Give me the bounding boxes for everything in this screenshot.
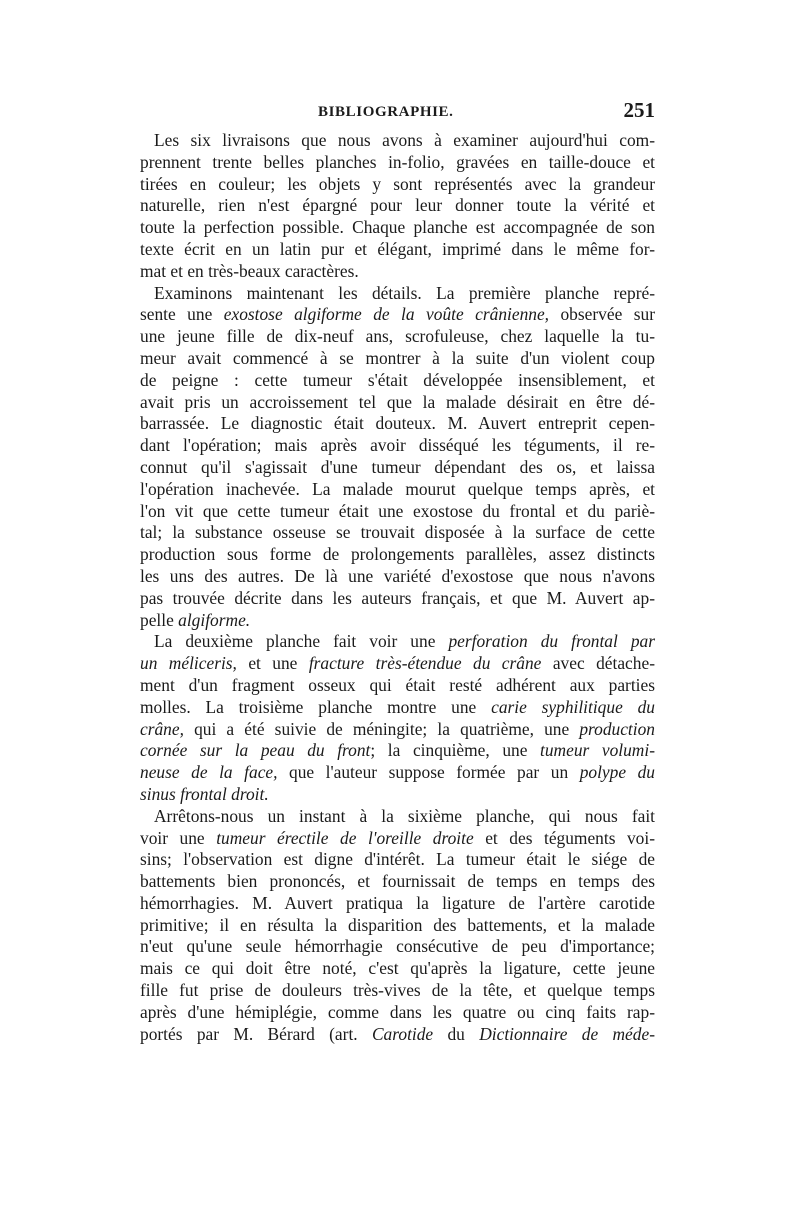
italic-text: polype du	[579, 762, 655, 783]
italic-text: Carotide	[371, 1023, 434, 1044]
text-line	[140, 697, 655, 719]
text-segment: du	[433, 1023, 480, 1044]
text-line	[140, 588, 655, 610]
text-line	[140, 915, 655, 937]
text-line	[140, 1024, 655, 1046]
text-line	[140, 370, 655, 392]
text-segment: Examinons maintenant les détails. La première planche repré-	[154, 282, 655, 303]
text-segment: hémorrhagies. M. Auvert pratiqua la ligature de l'artère carotide	[140, 892, 655, 913]
text-line	[140, 195, 655, 217]
text-segment: pas trouvée décrite dans les auteurs français, et que M. Auvert ap-	[140, 587, 655, 608]
text-segment: avait pris un accroissement tel que la malade désirait en être dé-	[140, 391, 655, 412]
text-line	[140, 740, 655, 762]
text-segment: ; la cinquième, une	[370, 740, 541, 761]
text-segment: texte écrit en un latin pur et élégant, imprimé dans le même for-	[140, 238, 655, 259]
text-segment: l'opération inachevée. La malade mourut quelque temps après, et	[140, 478, 655, 499]
text-line	[140, 501, 655, 523]
italic-text: carie syphilitique du	[491, 696, 655, 717]
text-line	[140, 413, 655, 435]
italic-text: neuse de la face,	[140, 762, 278, 783]
text-segment: La deuxième planche fait voir une	[154, 631, 449, 652]
text-segment: pelle	[140, 609, 179, 630]
italic-text: fracture très-étendue du crâne	[308, 653, 542, 674]
italic-text: algiforme.	[178, 609, 251, 630]
text-segment: molles. La troisième planche montre une	[140, 696, 492, 717]
text-line	[140, 566, 655, 588]
italic-text: perforation du frontal par	[448, 631, 655, 652]
text-line	[140, 544, 655, 566]
text-segment: connut qu'il s'agissait d'une tumeur dépendant des os, et laissa	[140, 456, 655, 477]
text-segment: prennent trente belles planches in-folio, gravées en taille-douce et	[140, 151, 655, 172]
body-text	[140, 130, 655, 1045]
text-segment: fille fut prise de douleurs très-vives de la tête, et quelque temps	[140, 980, 655, 1001]
text-line	[140, 304, 655, 326]
text-line	[140, 631, 655, 653]
text-segment: production sous forme de prolongements parallèles, assez distincts	[140, 544, 655, 565]
text-line	[140, 130, 655, 152]
text-segment: qui a été suivie de méningite; la quatrième, une	[183, 718, 580, 739]
text-segment: tirées en couleur; les objets y sont représentés avec la grandeur	[140, 173, 655, 194]
text-line	[140, 936, 655, 958]
text-line	[140, 806, 655, 828]
text-segment: et une	[236, 653, 309, 674]
text-line	[140, 784, 655, 806]
page-number: 251	[623, 98, 655, 122]
text-line	[140, 871, 655, 893]
text-line	[140, 283, 655, 305]
text-line	[140, 980, 655, 1002]
text-line	[140, 174, 655, 196]
italic-text: exostose algiforme de la voûte crânienne,	[223, 304, 550, 325]
text-line	[140, 893, 655, 915]
text-segment: et des téguments voi-	[473, 827, 656, 848]
text-segment: meur avait commencé à se montrer à la suite d'un violent coup	[140, 347, 655, 368]
text-segment: sins; l'observation est digne d'intérêt. La tumeur était le siége de	[140, 849, 655, 870]
text-segment: les uns des autres. De là une variété d'exostose que nous n'avons	[140, 565, 655, 586]
text-segment: ment d'un fragment osseux qui était resté adhérent aux parties	[140, 674, 655, 695]
italic-text: cornée sur la peau du front	[140, 740, 371, 761]
italic-text: crâne,	[140, 718, 184, 739]
text-segment: mais ce qui doit être noté, c'est qu'après la ligature, cette jeune	[140, 958, 655, 979]
text-line	[140, 653, 655, 675]
text-line	[140, 522, 655, 544]
text-segment: avec détache-	[541, 653, 655, 674]
text-segment: sente une	[140, 304, 224, 325]
text-segment: l'on vit que cette tumeur était une exostose du frontal et du pariè-	[140, 500, 655, 521]
text-segment: battements bien prononcés, et fournissait de temps en temps des	[140, 871, 655, 892]
italic-text: tumeur érectile de l'oreille droite	[216, 827, 474, 848]
text-segment: une jeune fille de dix-neuf ans, scrofuleuse, chez laquelle la tu-	[140, 326, 655, 347]
text-line	[140, 828, 655, 850]
text-segment: barrassée. Le diagnostic était douteux. M. Auvert entreprit cepen-	[140, 413, 655, 434]
italic-text: un méliceris,	[140, 653, 237, 674]
text-line	[140, 392, 655, 414]
text-line	[140, 958, 655, 980]
text-segment: primitive; il en résulta la disparition des battements, et la malade	[140, 914, 655, 935]
text-line	[140, 762, 655, 784]
text-line	[140, 435, 655, 457]
text-segment: portés par M. Bérard (art.	[140, 1023, 372, 1044]
italic-text: Dictionnaire de méde-	[479, 1023, 655, 1044]
text-line	[140, 719, 655, 741]
running-title: BIBLIOGRAPHIE.	[318, 104, 454, 120]
text-line	[140, 457, 655, 479]
text-line	[140, 239, 655, 261]
text-line	[140, 610, 655, 632]
text-segment: que l'auteur suppose formée par un	[277, 762, 580, 783]
text-line	[140, 348, 655, 370]
text-segment: n'eut qu'une seule hémorrhagie consécutive de peu d'importance;	[140, 936, 655, 957]
text-segment: mat et en très-beaux caractères.	[140, 260, 359, 281]
italic-text: production	[579, 718, 655, 739]
text-line	[140, 675, 655, 697]
text-segment: dant l'opération; mais après avoir disséqué les téguments, il re-	[140, 435, 655, 456]
text-segment: Arrêtons-nous un instant à la sixième planche, qui nous fait	[154, 805, 655, 826]
text-segment: de peigne : cette tumeur s'était développée insensiblement, et	[140, 369, 655, 390]
page-header	[140, 98, 655, 128]
text-line	[140, 261, 655, 283]
text-segment: tal; la substance osseuse se trouvait disposée à la surface de cette	[140, 522, 655, 543]
text-line	[140, 479, 655, 501]
text-line	[140, 217, 655, 239]
text-segment: voir une	[140, 827, 217, 848]
text-segment: observée sur	[549, 304, 655, 325]
text-line	[140, 849, 655, 871]
text-line	[140, 1002, 655, 1024]
italic-text: sinus frontal droit.	[140, 783, 269, 804]
text-line	[140, 326, 655, 348]
text-segment: toute la perfection possible. Chaque planche est accompagnée de son	[140, 217, 655, 238]
text-segment: Les six livraisons que nous avons à examiner aujourd'hui com-	[154, 130, 655, 150]
text-segment: naturelle, rien n'est épargné pour leur donner toute la vérité et	[140, 195, 655, 216]
text-line	[140, 152, 655, 174]
italic-text: tumeur volumi-	[540, 740, 655, 761]
text-segment: après d'une hémiplégie, comme dans les quatre ou cinq faits rap-	[140, 1001, 655, 1022]
